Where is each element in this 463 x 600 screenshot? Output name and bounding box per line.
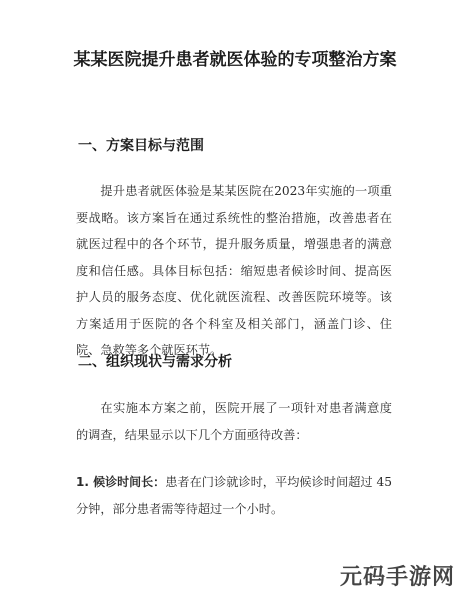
section-heading-analysis: 二、组织现状与需求分析 — [78, 354, 232, 370]
list-item-wait-time — [76, 469, 392, 522]
list-item-text: 患者在门诊就诊时，平均候诊时间超过 45 分钟，部分患者需等待超过一个小时。 — [76, 475, 392, 516]
list-item-label: 1. 候诊时间长： — [76, 475, 166, 489]
document-title: 某某医院提升患者就医体验的专项整治方案 — [73, 50, 397, 70]
paragraph-goals: 提升患者就医体验是某某医院在2023年实施的一项重要战略。该方案旨在通过系统性的整治措施，改善患者在就医过程中的各个环节，提升服务质量，增强患者的满意度和信任感。具体目标包括：缩短患者候诊时间、提高医护人员的服务态度、优化就医流程、改善医院环境等。该方案适用于医院的各个科室及相关部门，涵盖门诊、住院、急救等多个就医环节。 — [76, 184, 392, 357]
section-heading-goals: 一、方案目标与范围 — [78, 138, 204, 154]
site-watermark: 元码手游网 — [339, 565, 455, 590]
paragraph-analysis-intro: 在实施本方案之前，医院开展了一项针对患者满意度的调查，结果显示以下几个方面亟待改善： — [76, 401, 392, 442]
